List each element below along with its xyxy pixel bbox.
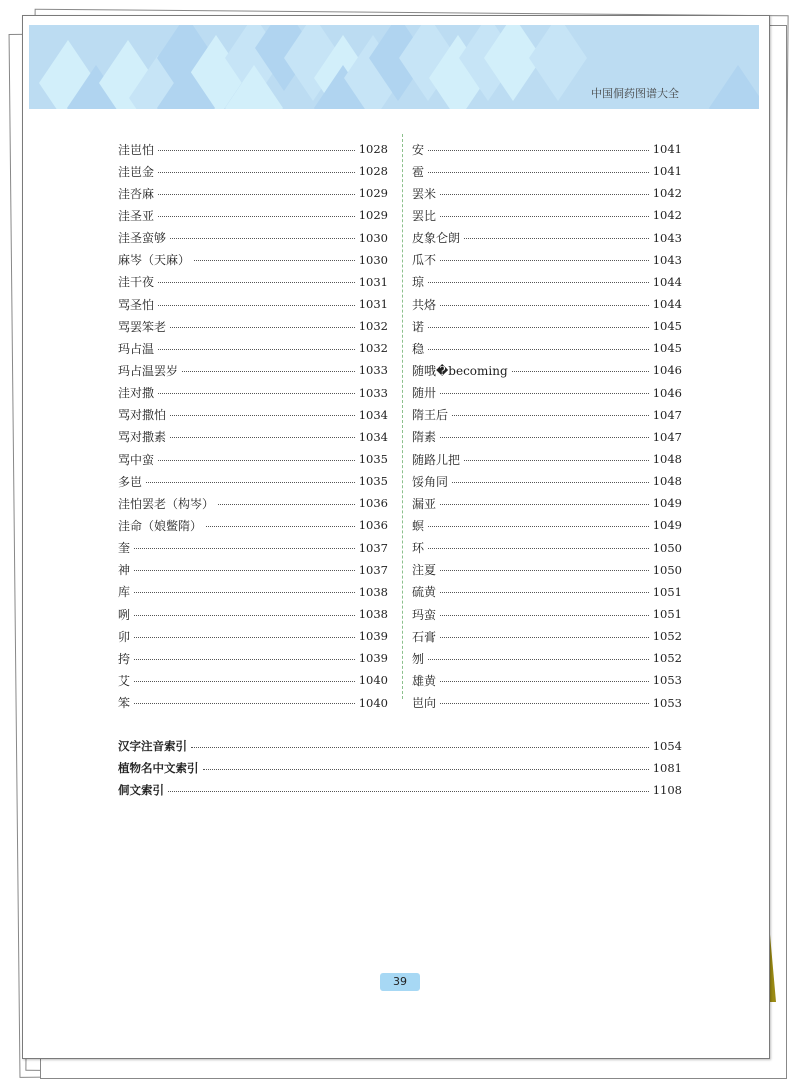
- dot-leader: [182, 371, 355, 372]
- entry-page: 1043: [652, 252, 682, 267]
- entry-title: 骂对撒怕: [118, 408, 167, 423]
- entry-page: 1048: [652, 474, 682, 489]
- toc-entry[interactable]: [118, 404, 388, 426]
- entry-page: 1051: [652, 584, 682, 599]
- toc-entry[interactable]: [412, 138, 682, 160]
- dot-leader: [428, 172, 649, 173]
- entry-title: 稳: [412, 341, 425, 356]
- entry-page: 1036: [358, 518, 388, 533]
- toc-entry[interactable]: [412, 404, 682, 426]
- toc-entry[interactable]: [412, 426, 682, 448]
- entry-title: 瓜不: [412, 253, 437, 268]
- entry-title: 硫黄: [412, 585, 437, 600]
- toc-entry[interactable]: [118, 625, 388, 647]
- toc-entry[interactable]: [118, 426, 388, 448]
- toc-entry[interactable]: [118, 382, 388, 404]
- dot-leader: [440, 681, 649, 682]
- toc-entry[interactable]: [118, 559, 388, 581]
- dot-leader: [134, 615, 355, 616]
- dot-leader: [440, 393, 649, 394]
- entry-page: 1029: [358, 208, 388, 223]
- entry-page: 1039: [358, 629, 388, 644]
- dot-leader: [170, 238, 355, 239]
- toc-entry[interactable]: [118, 359, 388, 381]
- entry-page: 1030: [358, 252, 388, 267]
- book-title: 中国侗药图谱大全: [591, 87, 679, 100]
- dot-leader: [428, 659, 649, 660]
- dot-leader: [134, 659, 355, 660]
- entry-page: 1037: [358, 540, 388, 555]
- toc-entry[interactable]: [118, 470, 388, 492]
- entry-title: 隋素: [412, 430, 437, 445]
- dot-leader: [440, 260, 649, 261]
- entry-title: 洼岜金: [118, 164, 155, 179]
- entry-page: 1048: [652, 452, 682, 467]
- entry-page: 1035: [358, 474, 388, 489]
- toc-entry[interactable]: [118, 315, 388, 337]
- dot-leader: [168, 791, 649, 792]
- dot-leader: [191, 747, 649, 748]
- entry-page: 1030: [358, 230, 388, 245]
- toc-entry[interactable]: [118, 692, 388, 714]
- entry-title: 玛占温: [118, 341, 155, 356]
- entry-title: 随哦�becoming: [412, 363, 508, 378]
- entry-page: 1051: [652, 607, 682, 622]
- dot-leader: [440, 305, 649, 306]
- dot-leader: [440, 592, 649, 593]
- entry-page: 1033: [358, 385, 388, 400]
- toc-entry[interactable]: [412, 359, 682, 381]
- header-banner: [29, 25, 759, 109]
- entry-page: 1047: [652, 407, 682, 422]
- entry-page: 1040: [358, 673, 388, 688]
- entry-page: 1038: [358, 607, 388, 622]
- dot-leader: [194, 260, 355, 261]
- dot-leader: [512, 371, 649, 372]
- entry-title: 汉字注音索引: [118, 739, 187, 754]
- diamond-decoration: [709, 65, 759, 109]
- entry-page: 1044: [652, 274, 682, 289]
- entry-title: 玛占温罢岁: [118, 363, 179, 378]
- entry-title: 多岜: [118, 474, 143, 489]
- toc-entry[interactable]: [118, 669, 388, 691]
- entry-page: 1081: [652, 761, 682, 776]
- dot-leader: [170, 437, 355, 438]
- entry-title: 麻岑（天麻）: [118, 253, 191, 268]
- entry-title: 刎: [412, 651, 425, 666]
- entry-page: 1033: [358, 363, 388, 378]
- dot-leader: [440, 216, 649, 217]
- toc-left-column: [118, 138, 388, 714]
- dot-leader: [206, 526, 355, 527]
- dot-leader: [203, 769, 649, 770]
- entry-title: 咧: [118, 607, 131, 622]
- entry-title: 神: [118, 563, 131, 578]
- entry-title: 罢比: [412, 208, 437, 223]
- entry-title: 雹: [412, 164, 425, 179]
- toc-entry[interactable]: [118, 204, 388, 226]
- toc-entry[interactable]: [412, 271, 682, 293]
- toc-entry[interactable]: [412, 603, 682, 625]
- toc-entry[interactable]: [118, 492, 388, 514]
- entry-page: 1039: [358, 651, 388, 666]
- entry-title: 共烙: [412, 297, 437, 312]
- entry-page: 1029: [358, 186, 388, 201]
- toc-entry[interactable]: [412, 249, 682, 271]
- entry-page: 1032: [358, 341, 388, 356]
- toc-entry[interactable]: [118, 779, 682, 801]
- toc-entry[interactable]: [412, 470, 682, 492]
- entry-page: 1028: [358, 164, 388, 179]
- dot-leader: [134, 703, 355, 704]
- toc-entry[interactable]: [412, 669, 682, 691]
- toc-entry[interactable]: [412, 293, 682, 315]
- entry-title: 雄黄: [412, 673, 437, 688]
- entry-title: 注夏: [412, 563, 437, 578]
- entry-title: 洼对撒: [118, 386, 155, 401]
- dot-leader: [134, 592, 355, 593]
- entry-page: 1042: [652, 208, 682, 223]
- toc-entry[interactable]: [118, 448, 388, 470]
- dot-leader: [464, 238, 649, 239]
- entry-title: 艾: [118, 673, 131, 688]
- entry-title: 骂对撒素: [118, 430, 167, 445]
- entry-page: 1054: [652, 739, 682, 754]
- dot-leader: [428, 526, 649, 527]
- toc-entry[interactable]: [118, 757, 682, 779]
- toc-entry[interactable]: [118, 337, 388, 359]
- dot-leader: [170, 327, 355, 328]
- dot-leader: [440, 194, 649, 195]
- dot-leader: [440, 703, 649, 704]
- entry-page: 1034: [358, 429, 388, 444]
- dot-leader: [428, 150, 649, 151]
- dot-leader: [158, 282, 355, 283]
- entry-page: 1108: [652, 783, 682, 798]
- toc-entry[interactable]: [412, 647, 682, 669]
- dot-leader: [158, 194, 355, 195]
- entry-page: 1047: [652, 429, 682, 444]
- toc-entry[interactable]: [412, 625, 682, 647]
- entry-title: 挎: [118, 651, 131, 666]
- entry-title: 馁角同: [412, 474, 449, 489]
- toc-entry[interactable]: [412, 559, 682, 581]
- entry-title: 诺: [412, 319, 425, 334]
- entry-title: 库: [118, 585, 131, 600]
- dot-leader: [134, 548, 355, 549]
- entry-page: 1044: [652, 297, 682, 312]
- entry-page: 1028: [358, 142, 388, 157]
- entry-page: 1031: [358, 274, 388, 289]
- diamond-decoration: [529, 25, 587, 101]
- toc-entry[interactable]: [118, 227, 388, 249]
- entry-title: 环: [412, 541, 425, 556]
- entry-title: 骂圣怕: [118, 297, 155, 312]
- dot-leader: [134, 681, 355, 682]
- entry-title: 洼圣蛮够: [118, 231, 167, 246]
- dot-leader: [464, 460, 649, 461]
- entry-title: 随卅: [412, 386, 437, 401]
- entry-title: 洼命（娘鳖隋）: [118, 518, 203, 533]
- toc-entry[interactable]: [118, 249, 388, 271]
- dot-leader: [158, 172, 355, 173]
- index-list: [118, 735, 682, 801]
- toc-entry[interactable]: [412, 182, 682, 204]
- toc-entry[interactable]: [412, 581, 682, 603]
- dot-leader: [218, 504, 355, 505]
- dot-leader: [158, 305, 355, 306]
- entry-page: 1035: [358, 452, 388, 467]
- entry-title: 洼怕罢老（构岑）: [118, 496, 215, 511]
- toc-entry[interactable]: [118, 537, 388, 559]
- dot-leader: [158, 460, 355, 461]
- dot-leader: [134, 637, 355, 638]
- entry-page: 1049: [652, 496, 682, 511]
- entry-page: 1038: [358, 584, 388, 599]
- entry-title: 骂罢笨老: [118, 319, 167, 334]
- toc-entry[interactable]: [412, 382, 682, 404]
- entry-page: 1050: [652, 562, 682, 577]
- entry-page: 1031: [358, 297, 388, 312]
- entry-title: 皮象仑朗: [412, 231, 461, 246]
- entry-page: 1046: [652, 385, 682, 400]
- toc-entry[interactable]: [412, 204, 682, 226]
- entry-page: 1050: [652, 540, 682, 555]
- entry-title: 漏亚: [412, 496, 437, 511]
- entry-title: 笨: [118, 696, 131, 711]
- toc-right-column: [412, 138, 682, 714]
- page-number: 39: [380, 973, 420, 991]
- entry-page: 1042: [652, 186, 682, 201]
- dot-leader: [440, 437, 649, 438]
- toc-entry[interactable]: [118, 735, 682, 757]
- toc-entry[interactable]: [412, 692, 682, 714]
- entry-title: 洼呇麻: [118, 186, 155, 201]
- toc-entry[interactable]: [118, 647, 388, 669]
- entry-page: 1052: [652, 651, 682, 666]
- entry-page: 1041: [652, 164, 682, 179]
- entry-page: 1043: [652, 230, 682, 245]
- entry-title: 安: [412, 142, 425, 157]
- entry-page: 1045: [652, 319, 682, 334]
- column-divider: [402, 134, 403, 699]
- entry-page: 1052: [652, 629, 682, 644]
- entry-page: 1041: [652, 142, 682, 157]
- entry-title: 侗文索引: [118, 783, 164, 798]
- toc-entry[interactable]: [412, 537, 682, 559]
- entry-title: 琼: [412, 275, 425, 290]
- dot-leader: [158, 349, 355, 350]
- dot-leader: [146, 482, 355, 483]
- toc-entry[interactable]: [118, 182, 388, 204]
- dot-leader: [440, 615, 649, 616]
- dot-leader: [428, 282, 649, 283]
- entry-page: 1036: [358, 496, 388, 511]
- entry-title: 植物名中文索引: [118, 761, 199, 776]
- toc-entry[interactable]: [118, 581, 388, 603]
- toc-entry[interactable]: [412, 514, 682, 536]
- dot-leader: [170, 415, 355, 416]
- dot-leader: [158, 393, 355, 394]
- entry-page: 1053: [652, 673, 682, 688]
- toc-entry[interactable]: [118, 514, 388, 536]
- entry-page: 1049: [652, 518, 682, 533]
- toc-entry[interactable]: [412, 160, 682, 182]
- toc-entry[interactable]: [412, 337, 682, 359]
- dot-leader: [440, 637, 649, 638]
- book-page: [22, 15, 770, 1059]
- dot-leader: [452, 482, 649, 483]
- toc-entry[interactable]: [118, 138, 388, 160]
- entry-title: 卯: [118, 629, 131, 644]
- entry-page: 1045: [652, 341, 682, 356]
- entry-title: 岜向: [412, 696, 437, 711]
- dot-leader: [440, 504, 649, 505]
- entry-page: 1037: [358, 562, 388, 577]
- dot-leader: [428, 349, 649, 350]
- entry-title: 隋王后: [412, 408, 449, 423]
- entry-page: 1046: [652, 363, 682, 378]
- entry-title: 骂中蛮: [118, 452, 155, 467]
- entry-page: 1040: [358, 695, 388, 710]
- toc-entry[interactable]: [118, 603, 388, 625]
- toc-entry[interactable]: [412, 492, 682, 514]
- dot-leader: [440, 570, 649, 571]
- dot-leader: [428, 548, 649, 549]
- entry-title: 玛蛮: [412, 607, 437, 622]
- entry-page: 1053: [652, 695, 682, 710]
- toc-entry[interactable]: [412, 448, 682, 470]
- toc-entry[interactable]: [412, 315, 682, 337]
- toc-entry[interactable]: [412, 227, 682, 249]
- dot-leader: [452, 415, 649, 416]
- dot-leader: [158, 150, 355, 151]
- entry-title: 罢米: [412, 186, 437, 201]
- toc-entry[interactable]: [118, 160, 388, 182]
- toc-entry[interactable]: [118, 271, 388, 293]
- entry-title: 随路儿把: [412, 452, 461, 467]
- dot-leader: [134, 570, 355, 571]
- dot-leader: [158, 216, 355, 217]
- toc-entry[interactable]: [118, 293, 388, 315]
- entry-title: 石膏: [412, 629, 437, 644]
- entry-title: 奎: [118, 541, 131, 556]
- dot-leader: [428, 327, 649, 328]
- entry-title: 洼干夜: [118, 275, 155, 290]
- entry-title: 螟: [412, 518, 425, 533]
- entry-title: 洼圣亚: [118, 208, 155, 223]
- entry-title: 洼岜怕: [118, 142, 155, 157]
- entry-page: 1034: [358, 407, 388, 422]
- entry-page: 1032: [358, 319, 388, 334]
